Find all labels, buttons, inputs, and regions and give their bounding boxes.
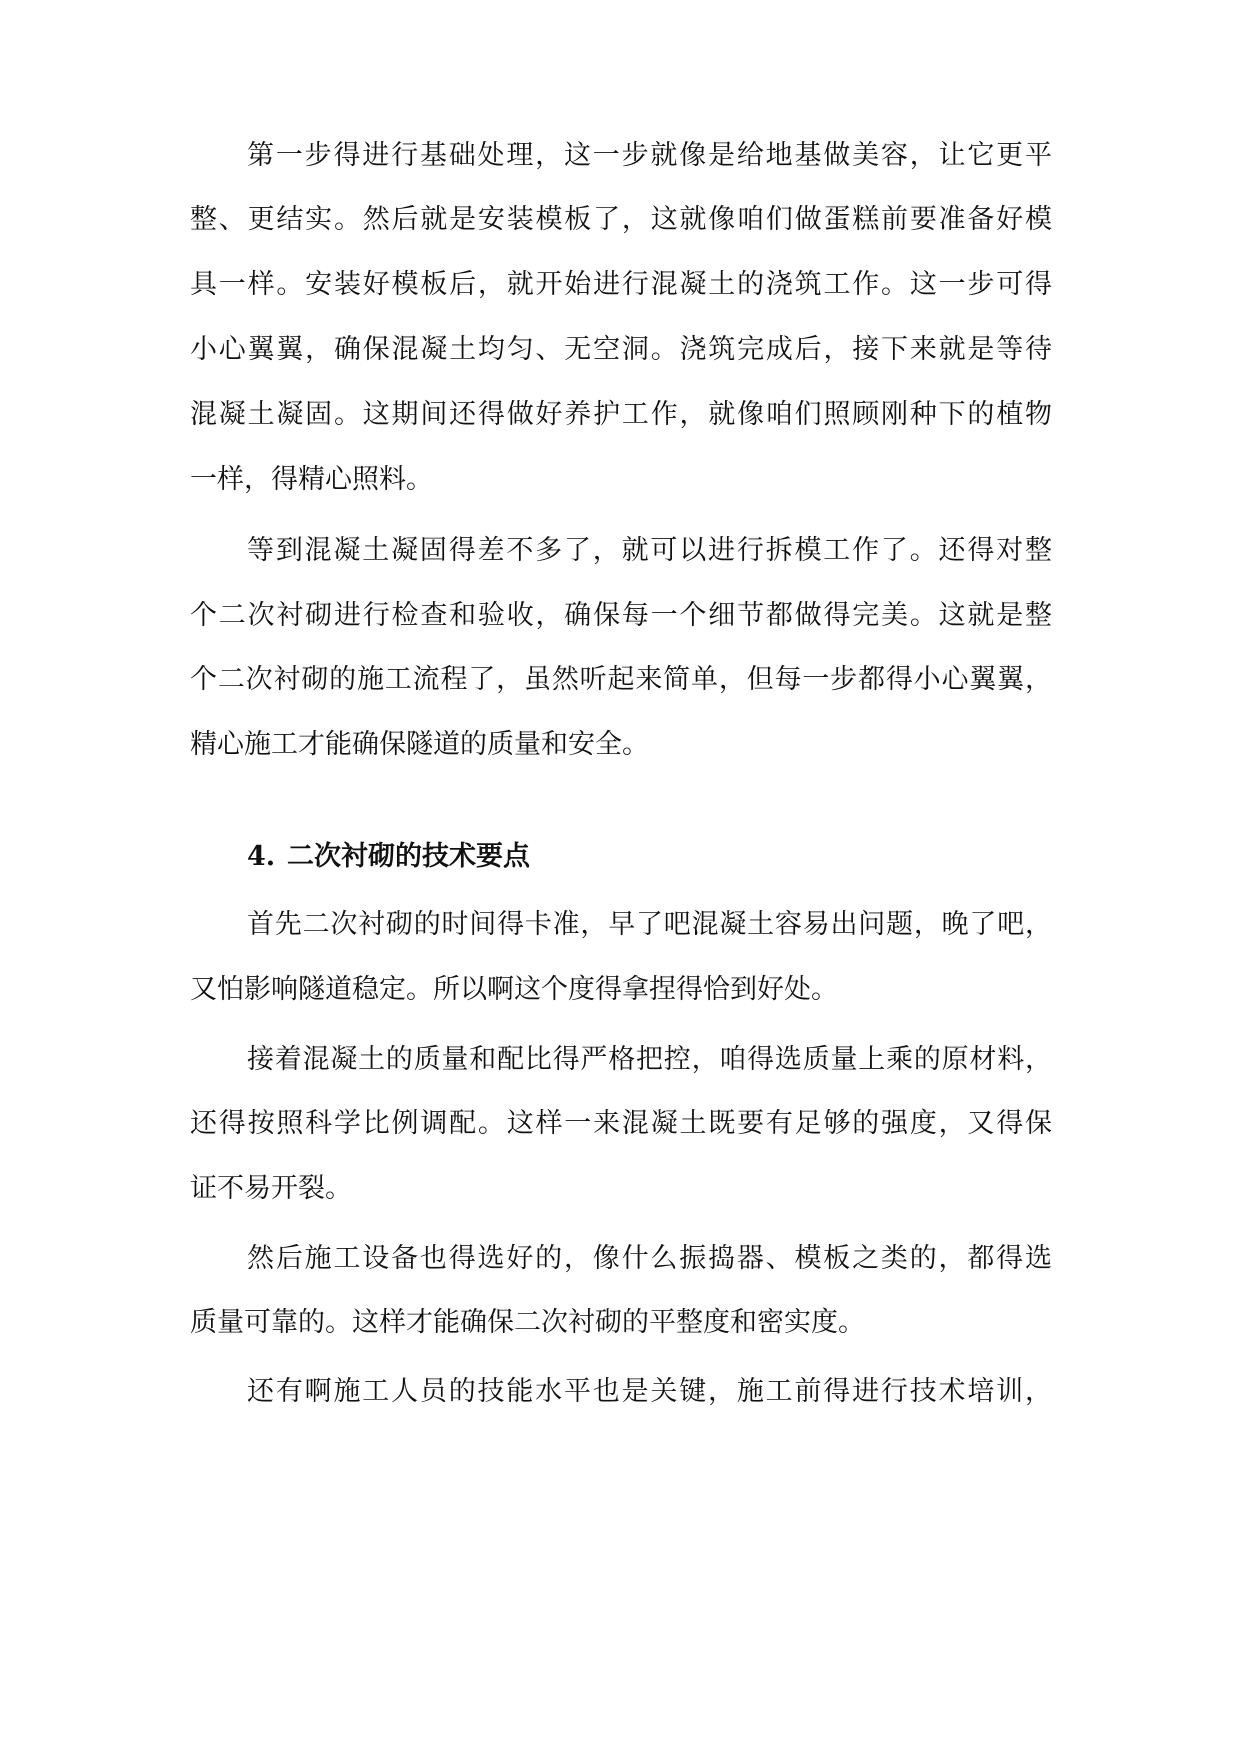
paragraph-line: 接着混凝土的质量和配比得严格把控，咱得选质量上乘的原材料， bbox=[247, 1044, 1052, 1075]
paragraph-line: 个二次衬砌进行检查和验收，确保每一个细节都做得完美。这就是整 bbox=[190, 600, 1052, 631]
paragraph-line: 小心翼翼，确保混凝土均匀、无空洞。浇筑完成后，接下来就是等待 bbox=[190, 334, 1052, 365]
paragraph-line: 具一样。安装好模板后，就开始进行混凝土的浇筑工作。这一步可得 bbox=[190, 269, 1052, 300]
paragraph-line: 质量可靠的。这样才能确保二次衬砌的平整度和密实度。 bbox=[190, 1307, 865, 1338]
section-title: 二次衬砌的技术要点 bbox=[287, 841, 530, 872]
paragraph-line: 还有啊施工人员的技能水平也是关键，施工前得进行技术培训， bbox=[247, 1376, 1052, 1407]
paragraph-line: 个二次衬砌的施工流程了，虽然听起来简单，但每一步都得小心翼翼， bbox=[190, 664, 1052, 695]
paragraph-line: 精心施工才能确保隧道的质量和安全。 bbox=[190, 729, 649, 760]
paragraph-line: 第一步得进行基础处理，这一步就像是给地基做美容，让它更平 bbox=[247, 140, 1052, 171]
paragraph-line: 然后施工设备也得选好的，像什么振捣器、模板之类的，都得选 bbox=[247, 1243, 1052, 1274]
paragraph-line: 还得按照科学比例调配。这样一来混凝土既要有足够的强度，又得保 bbox=[190, 1108, 1052, 1139]
paragraph-line: 又怕影响隧道稳定。所以啊这个度得拿捏得恰到好处。 bbox=[190, 974, 838, 1005]
paragraph-line: 等到混凝土凝固得差不多了，就可以进行拆模工作了。还得对整 bbox=[247, 535, 1052, 566]
paragraph-line: 混凝土凝固。这期间还得做好养护工作，就像咱们照顾刚种下的植物 bbox=[190, 399, 1052, 430]
section-number: 4. bbox=[247, 841, 276, 872]
paragraph-line: 整、更结实。然后就是安装模板了，这就像咱们做蛋糕前要准备好模 bbox=[190, 204, 1052, 235]
paragraph-line: 证不易开裂。 bbox=[190, 1173, 352, 1204]
section-heading bbox=[247, 837, 530, 877]
paragraph-line: 一样，得精心照料。 bbox=[190, 464, 433, 495]
paragraph-line: 首先二次衬砌的时间得卡准，早了吧混凝土容易出问题，晚了吧， bbox=[247, 909, 1052, 940]
